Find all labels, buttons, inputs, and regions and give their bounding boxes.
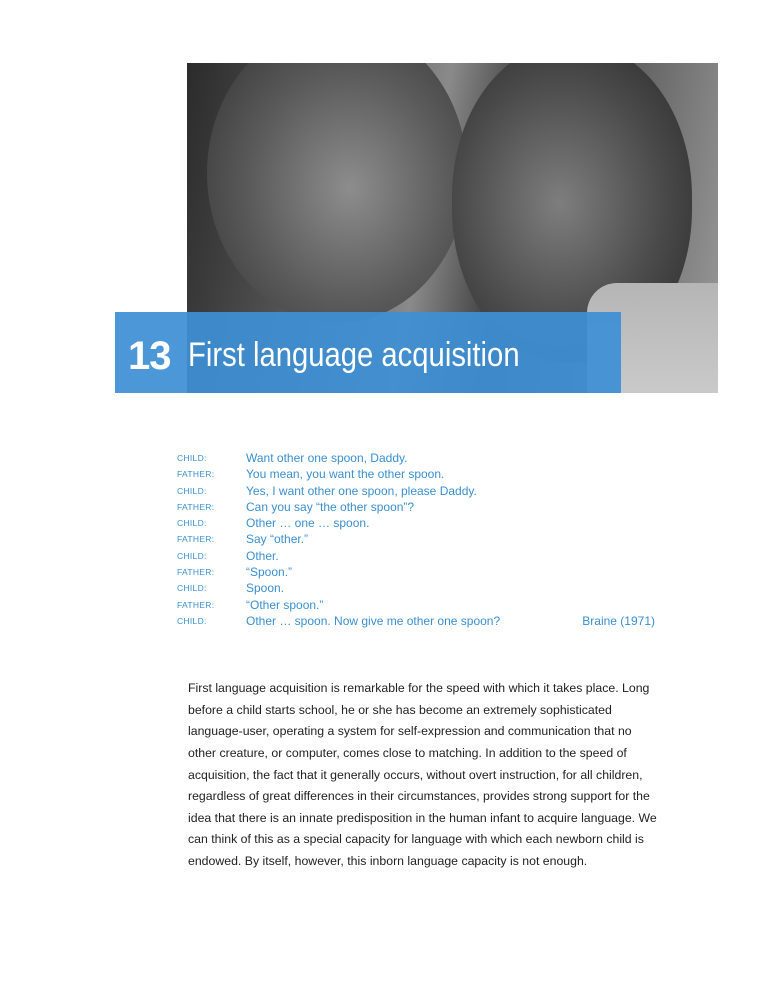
utterance: “Other spoon.”: [246, 597, 324, 612]
utterance: “Spoon.”: [246, 565, 293, 580]
utterance: Want other one spoon, Daddy.: [246, 451, 408, 465]
dialogue-line: [177, 500, 657, 516]
speaker-label: CHILD:: [177, 615, 207, 626]
citation: Braine (1971): [582, 613, 655, 628]
utterance: Other … spoon. Now give me other one spoon?: [246, 613, 501, 628]
chapter-title: First language acquisition: [188, 336, 520, 374]
speaker-label: CHILD:: [177, 583, 207, 594]
speaker-label: CHILD:: [177, 485, 207, 496]
speaker-label: FATHER:: [177, 599, 215, 610]
speaker-label: FATHER:: [177, 469, 215, 480]
speaker-label: FATHER:: [177, 534, 215, 545]
epigraph-dialogue: [177, 451, 657, 630]
utterance: You mean, you want the other spoon.: [246, 467, 445, 482]
dialogue-line: [177, 451, 657, 467]
chapter-banner: [115, 312, 621, 393]
utterance: Spoon.: [246, 581, 285, 596]
utterance: Can you say “the other spoon”?: [246, 499, 415, 514]
dialogue-line: [177, 532, 657, 548]
dialogue-line: [177, 516, 657, 532]
utterance: Say “other.”: [246, 532, 309, 547]
chapter-number: 13: [128, 334, 171, 378]
speaker-label: FATHER:: [177, 501, 215, 512]
dialogue-line: [177, 549, 657, 565]
speaker-label: CHILD:: [177, 550, 207, 561]
dialogue-line: [177, 565, 657, 581]
body-paragraph: First language acquisition is remarkable for the speed with which it takes place. Long before a child starts school, he or she has become an extremely sophisticated language-user, operating a system for self-expression and communication that no other creature, or computer, comes close to matching. In addition to the speed of acquisition, the fact that it generally occurs, without overt instruction, for all children, regardless of great differences in their circumstances, provides strong support for the idea that there is an innate predisposition in the human infant to acquire language. We can think of this as a special capacity for language with which each newborn child is endowed. By itself, however, this inborn language capacity is not enough.: [188, 681, 657, 869]
speaker-label: CHILD:: [177, 518, 207, 529]
dialogue-line: [177, 614, 657, 630]
dialogue-line: [177, 467, 657, 483]
utterance: Other … one … spoon.: [246, 516, 370, 531]
speaker-label: CHILD:: [177, 453, 207, 463]
dialogue-line: [177, 598, 657, 614]
dialogue-line: [177, 484, 657, 500]
utterance: Other.: [246, 548, 279, 563]
dialogue-line: [177, 581, 657, 597]
utterance: Yes, I want other one spoon, please Daddy.: [246, 483, 477, 498]
photo-mother-face: [207, 63, 467, 323]
speaker-label: FATHER:: [177, 567, 215, 578]
